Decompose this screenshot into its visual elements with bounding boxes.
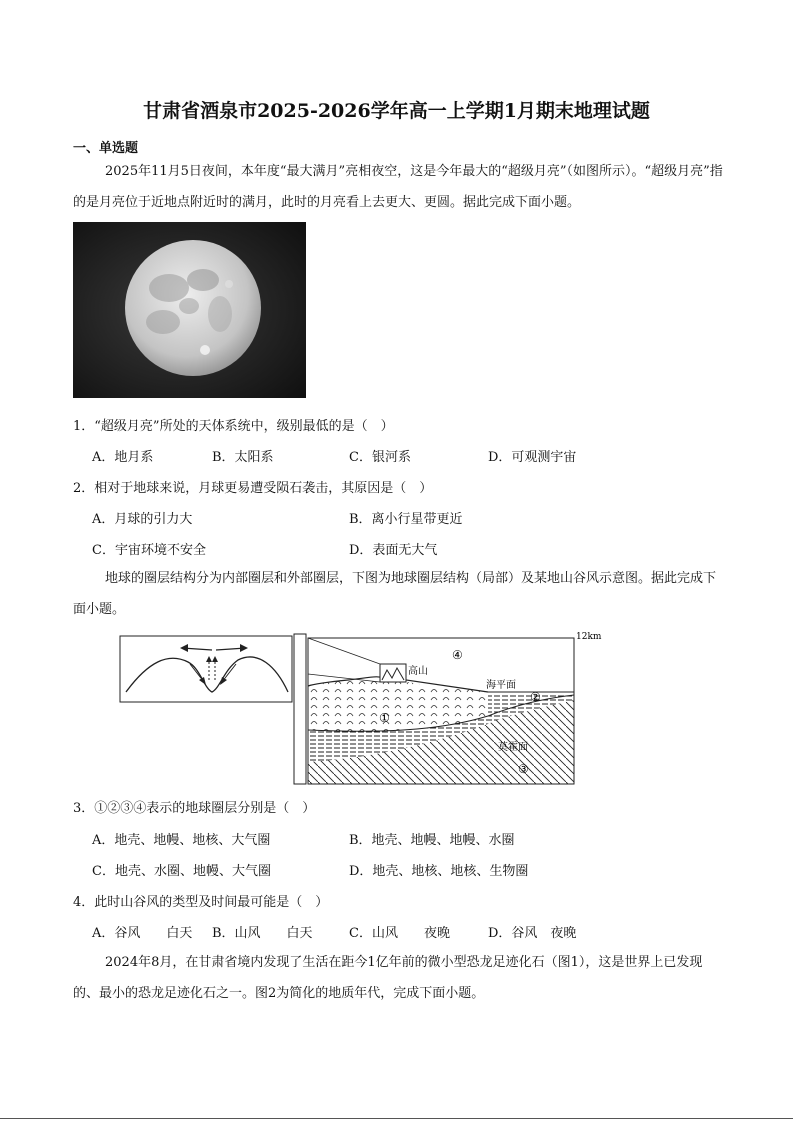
label-layer-4: ④ (452, 648, 463, 662)
passage-3: 2024年8月，在甘肃省境内发现了生活在距今1亿年前的微小型恐龙足迹化石（图1），这是世界上已发现的、最小的恐龙足迹化石之一。图2为简化的地质年代，完成下面小题。 (73, 955, 703, 1001)
q3-option-a[interactable]: A．地壳、地幔、地核、大气圈 (92, 833, 271, 848)
q4-option-a[interactable]: A．谷风 白天 (92, 926, 193, 941)
cross-section (308, 638, 574, 784)
question-1: 1．“超级月亮”所处的天体系统中，级别最低的是（ ） (73, 419, 394, 434)
section-heading: 一、单选题 (73, 141, 139, 156)
label-layer-2: ② (530, 690, 541, 704)
q3-option-d[interactable]: D．地壳、地核、地核、生物圈 (349, 864, 529, 879)
q2-option-d[interactable]: D．表面无大气 (349, 543, 438, 558)
passage-2: 地球的圈层结构分为内部圈层和外部圈层，下图为地球圈层结构（局部）及某地山谷风示意图。据此完成下面小题。 (73, 571, 717, 617)
q1-option-b[interactable]: B．太阳系 (212, 450, 274, 465)
q1-option-a[interactable]: A．地月系 (92, 450, 154, 465)
label-sea-level: 海平面 (486, 680, 516, 691)
passage-1: 2025年11月5日夜间，本年度“最大满月”亮相夜空，这是今年最大的“超级月亮”（如图所示）。“超级月亮”指的是月亮位于近地点附近时的满月，此时的月亮看上去更大、更圆。据此完成下面小题。 (73, 164, 723, 210)
page-title: 甘肃省酒泉市2025-2026学年高一上学期1月期末地理试题 (143, 100, 650, 122)
q4-option-b[interactable]: B．山风 白天 (212, 926, 313, 941)
label-12km: 12km (576, 632, 602, 642)
page-bottom-rule (0, 1118, 793, 1119)
q4-option-d[interactable]: D．谷风 夜晚 (488, 926, 577, 941)
question-3: 3．①②③④表示的地球圈层分别是（ ） (73, 801, 316, 816)
label-moho: 莫霍面 (498, 742, 528, 753)
moon-image (73, 222, 306, 398)
label-layer-1: ① (379, 711, 390, 725)
q3-option-b[interactable]: B．地壳、地幔、地幔、水圈 (349, 833, 515, 848)
question-4: 4．此时山谷风的类型及时间最可能是（ ） (73, 895, 329, 910)
q3-option-c[interactable]: C．地壳、水圈、地幔、大气圈 (92, 864, 271, 879)
q1-option-d[interactable]: D．可观测宇宙 (488, 450, 577, 465)
q1-option-c[interactable]: C．银河系 (349, 450, 411, 465)
q2-option-c[interactable]: C．宇宙环境不安全 (92, 543, 206, 558)
q2-option-b[interactable]: B．离小行星带更近 (349, 512, 463, 527)
label-mountain: 高山 (408, 666, 428, 677)
q4-option-c[interactable]: C．山风 夜晚 (349, 926, 450, 941)
label-layer-3: ③ (518, 762, 529, 776)
supermoon-photo (73, 222, 306, 398)
valley-wind-inset (120, 636, 292, 702)
earth-layer-diagram (118, 630, 602, 790)
q2-option-a[interactable]: A．月球的引力大 (92, 512, 193, 527)
question-2: 2．相对于地球来说，月球更易遭受陨石袭击，其原因是（ ） (73, 481, 433, 496)
